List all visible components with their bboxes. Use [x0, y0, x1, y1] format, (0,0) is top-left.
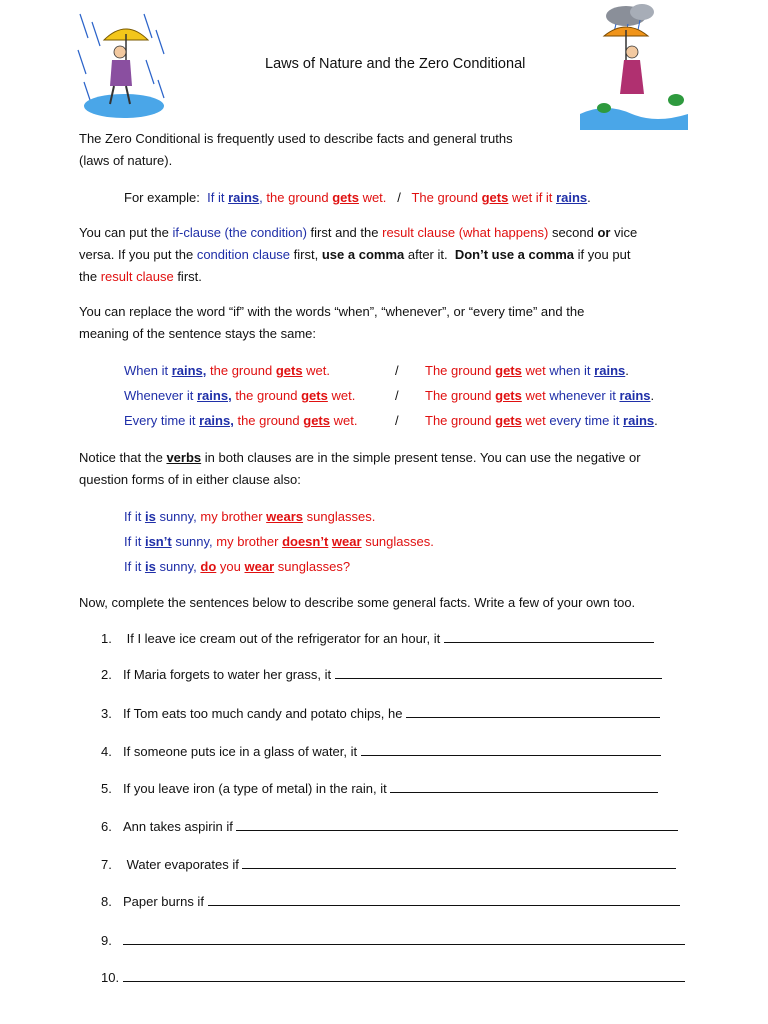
gets-word: gets — [495, 363, 522, 378]
you-word: you — [219, 559, 241, 574]
exercise-number: 2. — [101, 667, 112, 682]
if-it: If it — [124, 534, 142, 549]
rains-word: rains — [623, 413, 655, 428]
wet-word: wet — [525, 413, 546, 428]
text: the — [79, 269, 98, 284]
comma: , — [259, 190, 263, 205]
answer-blank[interactable] — [123, 933, 685, 945]
answer-blank[interactable] — [361, 744, 661, 756]
rain-umbrella-man-clipart — [74, 10, 170, 122]
exercise-5 — [101, 781, 658, 797]
condition-clause-term: condition clause — [196, 247, 291, 262]
exercise-number: 4. — [101, 744, 112, 759]
slash: / — [397, 190, 401, 205]
intro-line-2: (laws of nature). — [79, 153, 173, 168]
the-ground: the ground — [237, 413, 300, 428]
conj: When it — [124, 363, 169, 378]
isnt-word: isn’t — [144, 534, 172, 549]
text: after it. — [407, 247, 448, 262]
verbs-word: verbs — [166, 450, 202, 465]
exercise-text: If someone puts ice in a glass of water, it — [123, 744, 361, 759]
the-ground: the ground — [210, 363, 273, 378]
text: second — [551, 225, 594, 240]
answer-blank[interactable] — [242, 857, 676, 869]
sunglasses-word: sunglasses? — [277, 559, 351, 574]
wear-word: wear — [331, 534, 362, 549]
exercise-number: 8. — [101, 894, 112, 909]
rains-word: rains — [228, 190, 260, 205]
gets-word: gets — [332, 190, 359, 205]
exercise-3 — [101, 706, 660, 722]
exercise-text: If Maria forgets to water her grass, it — [123, 667, 335, 682]
the-ground: the ground — [266, 190, 329, 205]
para3-line-2: meaning of the sentence stays the same: — [79, 326, 317, 341]
my-brother: my brother — [200, 509, 263, 524]
exercise-number: 3. — [101, 706, 112, 721]
exercise-7 — [101, 857, 676, 873]
gets-word-2: gets — [481, 190, 509, 205]
slash: / — [395, 388, 399, 403]
answer-blank[interactable] — [236, 819, 678, 831]
slash: / — [395, 363, 399, 378]
exercise-text: Ann takes aspirin if — [123, 819, 237, 834]
gets-word: gets — [495, 388, 522, 403]
conj: when it — [549, 363, 591, 378]
if-it: If it — [207, 190, 225, 205]
whenever-example-left — [124, 388, 355, 404]
rains-word: rains, — [197, 388, 232, 403]
para2-line-2 — [79, 247, 630, 263]
gets-word: gets — [301, 388, 328, 403]
conj: Every time it — [124, 413, 196, 428]
my-brother: my brother — [216, 534, 279, 549]
result-clause-term: result clause — [100, 269, 174, 284]
sunny-word: sunny, — [159, 559, 197, 574]
gets-word: gets — [495, 413, 522, 428]
text: in both clauses are in the simple present tense. You can use the negative or — [204, 450, 641, 465]
exercise-number: 7. — [101, 857, 112, 872]
rains-word: rains, — [199, 413, 234, 428]
every-time-example-left — [124, 413, 357, 429]
sunny-example-3 — [124, 559, 350, 575]
exercise-text: If Tom eats too much candy and potato chips, he — [123, 706, 407, 721]
dont-use-comma-phrase: Don’t use a comma — [454, 247, 575, 262]
exercise-10 — [101, 970, 685, 986]
para3-line-1: You can replace the word “if” with the words “when”, “whenever”, or “every time” and the — [79, 304, 585, 319]
exercise-number: 6. — [101, 819, 112, 834]
do-word: do — [200, 559, 217, 574]
answer-blank[interactable] — [123, 970, 685, 982]
answer-blank[interactable] — [208, 894, 680, 906]
wet-word: wet — [525, 388, 546, 403]
wet-word: wet. — [331, 388, 356, 403]
result-clause-term: result clause (what happens) — [382, 225, 549, 240]
answer-blank[interactable] — [444, 631, 654, 643]
page-title: Laws of Nature and the Zero Conditional — [265, 56, 526, 72]
period: . — [625, 363, 629, 378]
wet-word: wet. — [333, 413, 358, 428]
sunglasses-word: sunglasses. — [306, 509, 376, 524]
wet-word: wet — [525, 363, 546, 378]
for-example-line — [124, 190, 591, 206]
the-ground: The ground — [425, 388, 492, 403]
rains-word: rains — [594, 363, 626, 378]
answer-blank[interactable] — [335, 667, 662, 679]
answer-blank[interactable] — [406, 706, 660, 718]
if-it: If it — [124, 559, 142, 574]
exercise-text: If you leave iron (a type of metal) in the rain, it — [123, 781, 391, 796]
the-ground: the ground — [235, 388, 298, 403]
sunny-example-2 — [124, 534, 434, 550]
wear-word: wear — [244, 559, 275, 574]
every-time-example-right — [425, 413, 658, 429]
slash: / — [395, 413, 399, 428]
is-word: is — [144, 559, 156, 574]
exercise-9 — [101, 933, 685, 949]
sunny-word: sunny, — [159, 509, 197, 524]
text: versa. If you put the — [79, 247, 194, 262]
para2-line-3 — [79, 269, 202, 285]
wears-word: wears — [266, 509, 304, 524]
exercise-number: 5. — [101, 781, 112, 796]
conj: whenever it — [549, 388, 616, 403]
rains-word: rains — [619, 388, 651, 403]
exercise-number: 9. — [101, 933, 112, 948]
para2-line-1 — [79, 225, 637, 241]
exercise-text: If I leave ice cream out of the refrigerator for an hour, it — [123, 631, 444, 646]
text: first, — [293, 247, 319, 262]
or-word: or — [597, 225, 611, 240]
wet-if-it: wet if it — [511, 190, 553, 205]
text: if you put — [577, 247, 631, 262]
when-example-left — [124, 363, 330, 379]
period: . — [650, 388, 655, 403]
sunny-word: sunny, — [175, 534, 213, 549]
exercise-number: 10. — [101, 970, 120, 985]
period: . — [654, 413, 658, 428]
gets-word: gets — [303, 413, 330, 428]
instructions: Now, complete the sentences below to describe some general facts. Write a few of your own too. — [79, 595, 636, 610]
if-it: If it — [124, 509, 142, 524]
text: first and the — [310, 225, 379, 240]
doesnt-word: doesn’t — [282, 534, 329, 549]
sunglasses-word: sunglasses. — [365, 534, 434, 549]
exercise-number: 1. — [101, 631, 112, 646]
answer-blank[interactable] — [390, 781, 658, 793]
para4-line-1 — [79, 450, 641, 466]
period: . — [587, 190, 591, 205]
is-word: is — [144, 509, 156, 524]
text: You can put the — [79, 225, 169, 240]
gets-word: gets — [275, 363, 303, 378]
wet-word: wet. — [306, 363, 331, 378]
umbrella-woman-frogs-clipart — [576, 2, 692, 134]
whenever-example-right — [425, 388, 654, 404]
text: vice — [614, 225, 638, 240]
rains-word-2: rains — [556, 190, 588, 205]
the-ground: The ground — [425, 413, 492, 428]
exercise-2 — [101, 667, 662, 683]
intro-line-1: The Zero Conditional is frequently used to describe facts and general truths — [79, 131, 513, 146]
the-ground-2: The ground — [411, 190, 478, 205]
rains-word: rains, — [171, 363, 207, 378]
wet-word: wet. — [362, 190, 387, 205]
the-ground: The ground — [425, 363, 492, 378]
exercise-6 — [101, 819, 678, 835]
for-example-label: For example: — [124, 190, 200, 205]
when-example-right — [425, 363, 629, 379]
if-clause-term: if-clause (the condition) — [172, 225, 307, 240]
para4-line-2: question forms of in either clause also: — [79, 472, 301, 487]
text: Notice that the — [79, 450, 163, 465]
exercise-text: Paper burns if — [123, 894, 208, 909]
exercise-1 — [101, 631, 654, 647]
exercise-8 — [101, 894, 680, 910]
conj: Whenever it — [124, 388, 194, 403]
use-comma-phrase: use a comma — [321, 247, 405, 262]
conj: every time it — [549, 413, 620, 428]
sunny-example-1 — [124, 509, 375, 525]
exercise-4 — [101, 744, 661, 760]
exercise-text: Water evaporates if — [123, 857, 243, 872]
text: first. — [177, 269, 202, 284]
